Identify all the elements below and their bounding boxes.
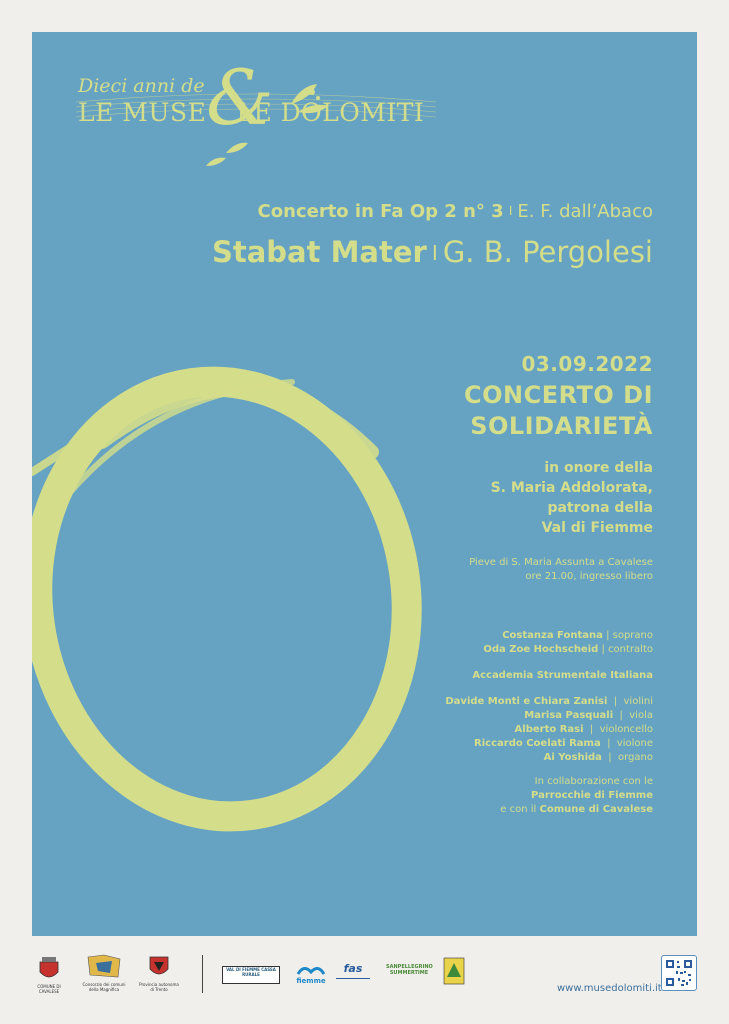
performer-role: violini [623,696,653,707]
performer-name: Marisa Pasquali [524,710,614,721]
fas-underline [336,978,370,985]
event-venue [469,556,653,584]
collab-line3 [500,803,653,817]
separator: | [619,710,623,721]
fiemme-label: fiemme [296,977,326,985]
separator: | [589,724,594,735]
summertime-logo: SANPELLEGRINO SUMMERTIME [386,964,433,976]
performers-list [445,629,653,765]
separator: I [508,203,513,218]
collaboration-note [500,775,653,817]
event-title-line1: CONCERTO DI [464,381,653,409]
logo-title-left: LE MUSE [78,98,207,127]
logo-title [78,98,424,127]
performer-role: contralto [608,644,653,655]
collab-line3-prefix: e con il [500,804,540,815]
poster [32,32,697,936]
performer-row [445,723,653,737]
program-work-2 [212,235,653,269]
performer-row [445,643,653,657]
comune-label: COMUNE DI CAVALESE [37,984,61,994]
performer-name: Alberto Rasi [514,724,584,735]
website-link[interactable]: www.musedolomiti.it [557,983,662,994]
performer-name: Costanza Fontana [502,630,603,641]
performer-name: Davide Monti e Chiara Zanisi [445,696,608,707]
provincia-trento-crest-icon [148,953,170,979]
separator: | [608,752,612,763]
logo-ampersand: & [206,53,274,142]
separator: | [606,630,610,641]
event-title-line2: SOLIDARIETÀ [470,412,653,440]
event-dedication [491,458,653,538]
comune-cavalese-crest-icon [38,956,60,982]
program-work-1 [258,201,653,222]
performer-name: Riccardo Coelati Rama [474,738,601,749]
performer-row [445,629,653,643]
separator: | [601,644,605,655]
collab-line1: In collaborazione con le [534,776,653,787]
work1-title: Concerto in Fa Op 2 n° 3 [257,201,504,222]
performer-name: Ai Yoshida [543,752,602,763]
footer-divider [202,955,203,993]
performer-role: violone [616,738,653,749]
dedication-line: in onore della [544,460,653,476]
work2-title: Stabat Mater [211,235,427,269]
performer-role: viola [629,710,653,721]
venue-time: ore 21.00, ingresso libero [525,571,653,582]
fas-logo: fas [343,962,363,975]
work1-composer: E. F. dall’Abaco [517,201,653,222]
collab-line2: Parrocchie di Fiemme [531,790,653,801]
performer-row [445,751,653,765]
consorzio-logo-icon [86,953,122,981]
event-title [464,380,653,442]
performer-role: soprano [612,630,653,641]
performer-role: organo [618,752,653,763]
separator: | [607,738,611,749]
green-badge-icon [443,957,465,985]
qr-code-icon[interactable] [661,955,697,991]
performer-row [445,737,653,751]
consorzio-label: Consorzio dei comuni della Magnifica [82,982,126,992]
ensemble-name: Accademia Strumentale Italiana [472,670,653,681]
performer-name: Oda Zoe Hochscheid [483,644,599,655]
venue-name: Pieve di S. Maria Assunta a Cavalese [469,557,653,568]
provincia-label: Provincia autonoma di Trento [139,982,179,992]
performer-row [445,695,653,709]
event-date: 03.09.2022 [521,352,653,376]
work2-composer: G. B. Pergolesi [442,235,653,269]
collab-line3-bold: Comune di Cavalese [539,804,653,815]
dedication-line: Val di Fiemme [541,520,653,536]
dedication-line: patrona della [547,500,653,516]
logo-subtitle: Dieci anni de [78,75,205,97]
logo-title-right: LE DOLOMITI [236,98,425,127]
performer-row [445,709,653,723]
dedication-line: S. Maria Addolorata, [490,480,653,496]
separator: I [431,241,438,265]
separator: | [613,696,618,707]
valdifiemme-logo: VAL DI FIEMME CASSA RURALE [222,966,280,984]
fiemme-wave-icon [296,964,326,978]
performer-role: violoncello [599,724,653,735]
